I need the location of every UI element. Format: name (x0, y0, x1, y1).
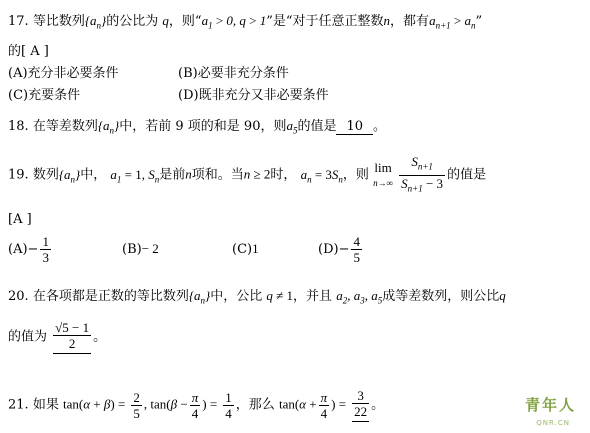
q19-bracket: [A ] (8, 212, 32, 227)
frac-den: 22 (354, 404, 368, 419)
math-q: q (499, 288, 506, 303)
math-tan1: tan(α + β) = (62, 396, 126, 412)
frac-1-4: $\frac{1}{4}$ (225, 389, 232, 421)
q19-text2: 中， (80, 167, 107, 183)
frac-2-5: $\frac{2}{5}$ (133, 389, 140, 421)
q20-answer (53, 320, 91, 354)
math-n-ge-2: n ≥ 2 (243, 166, 271, 182)
q20-end: 。 (93, 329, 107, 345)
watermark-sub: QNR.CN (536, 419, 570, 427)
opt-label-a: (A) (8, 242, 28, 257)
q19-text3: 是前 (159, 167, 186, 183)
q17-text2: 的公比为 (106, 14, 159, 29)
q20-text: 在各项都是正数的等比数列 (32, 289, 189, 304)
q19-option-a (8, 234, 53, 265)
math-tan3: tan(α + (278, 396, 317, 412)
math-an: $\{a_n\}$ (58, 166, 81, 185)
q17-text: 等比数列 (32, 14, 85, 29)
opt-c-value: 1 (252, 241, 259, 256)
q19-text4: 项和。当 (191, 167, 244, 183)
q20-answer-line (8, 320, 106, 354)
q17-option-d: (D)既非充分又非必要条件 (178, 88, 329, 103)
limit: lim n→∞ (373, 159, 393, 188)
frac-den: 2 (68, 336, 76, 351)
frac-num: 1 (42, 234, 49, 249)
q21-line (8, 388, 384, 422)
q19-text7: 的值是 (447, 167, 487, 183)
limit-fraction: $\frac{S_{n+1}}{S_{n+1} - 3}$ (401, 154, 444, 194)
opt-label-b: (B) (122, 242, 142, 257)
q17-option-b: (B)必要非充分条件 (178, 66, 289, 81)
math-sep: , tan(β − (143, 396, 188, 412)
opt-minus-a: − (27, 242, 39, 257)
q20-text3: ，并且 (293, 289, 333, 304)
q17-number: 17. (8, 14, 29, 29)
frac-num: 3 (352, 388, 369, 404)
math-a2a3a5: $a_2$, $a_3$, $a_5$ (336, 288, 383, 306)
q20-line (8, 285, 506, 306)
q18-text: 在等差数列 (32, 119, 98, 134)
q19-option-c (232, 241, 259, 257)
q18-line (8, 115, 386, 136)
math-n: n (185, 166, 192, 182)
q20-text2: 中，公比 (210, 289, 263, 304)
q19-text5: 时， (270, 167, 297, 183)
q17-ineq: $a_{n+1} > a_n$ (429, 13, 476, 31)
math-an: $\{a_n\}$ (97, 118, 120, 136)
q21-number: 21. (8, 397, 29, 413)
watermark-logo: 青年人 (524, 396, 576, 414)
math-an: $\{a_n\}$ (188, 288, 211, 306)
math-an: $\{a_n\}$ (84, 13, 107, 31)
q17-condition: $a_1 > 0$, q > 1 (201, 13, 267, 31)
math-an-eq: $a_n = 3S_n$ (300, 166, 343, 185)
math-a5: $a_5$ (286, 118, 298, 136)
q17-text4: ”是“对于任意正整数 (266, 14, 384, 29)
frac-den: 5 (353, 250, 360, 265)
opt-b-value: − 2 (141, 241, 159, 256)
q17-option-c: (C)充要条件 (8, 88, 81, 103)
frac-pi-4: $\frac{\pi}{4}$ (191, 389, 199, 421)
q19-option-d (318, 234, 364, 265)
q19-number: 19. (8, 167, 29, 183)
opt-label-d: (D) (318, 242, 339, 257)
math-eq2: ) = (331, 396, 347, 412)
frac-pi-4b: $\frac{\pi}{4}$ (320, 389, 328, 421)
q20-text4: 成等差数列，则公比 (382, 289, 500, 304)
q21-text: 如果 (32, 397, 59, 413)
q19-option-b (122, 241, 159, 257)
math-n: n (383, 13, 391, 28)
q17-line (8, 10, 482, 31)
q21-end: 。 (371, 397, 385, 413)
q18-end: 。 (373, 119, 387, 134)
frac-den: 3 (42, 250, 49, 265)
q18-answer: 10 (336, 119, 373, 135)
q18-number: 18. (8, 119, 29, 134)
q17-text5: ，都有 (390, 14, 430, 29)
q21-answer (352, 388, 369, 422)
math-a1: $a_1 = 1$, $S_n$ (110, 166, 160, 185)
q17-bracket: 的[ A ] (8, 44, 49, 59)
q17-text6: ” (475, 14, 483, 29)
q18-text3: 的值是 (297, 119, 337, 134)
q19-text6: ，则 (342, 167, 369, 183)
q17-option-a: (A)充分非必要条件 (8, 66, 119, 81)
opt-label-c: (C) (232, 242, 253, 257)
frac-num: 4 (353, 234, 360, 249)
q19-text: 数列 (32, 167, 59, 183)
math-eq: ) = (202, 396, 218, 412)
q18-text2: 中，若前 9 项的和是 90，则 (119, 119, 287, 134)
math-q-ne-1: q ≠ 1 (266, 288, 294, 303)
q21-text2: ，那么 (235, 397, 275, 413)
q20-text5: 的值为 (8, 329, 48, 345)
q20-number: 20. (8, 289, 29, 304)
opt-a-fraction (40, 234, 51, 265)
q19-line (8, 154, 486, 196)
frac-num: √5 − 1 (55, 320, 90, 335)
opt-minus-d: − (338, 242, 350, 257)
math-q: q (162, 13, 169, 28)
opt-d-fraction (351, 234, 362, 265)
q17-text3: ，则“ (168, 14, 202, 29)
